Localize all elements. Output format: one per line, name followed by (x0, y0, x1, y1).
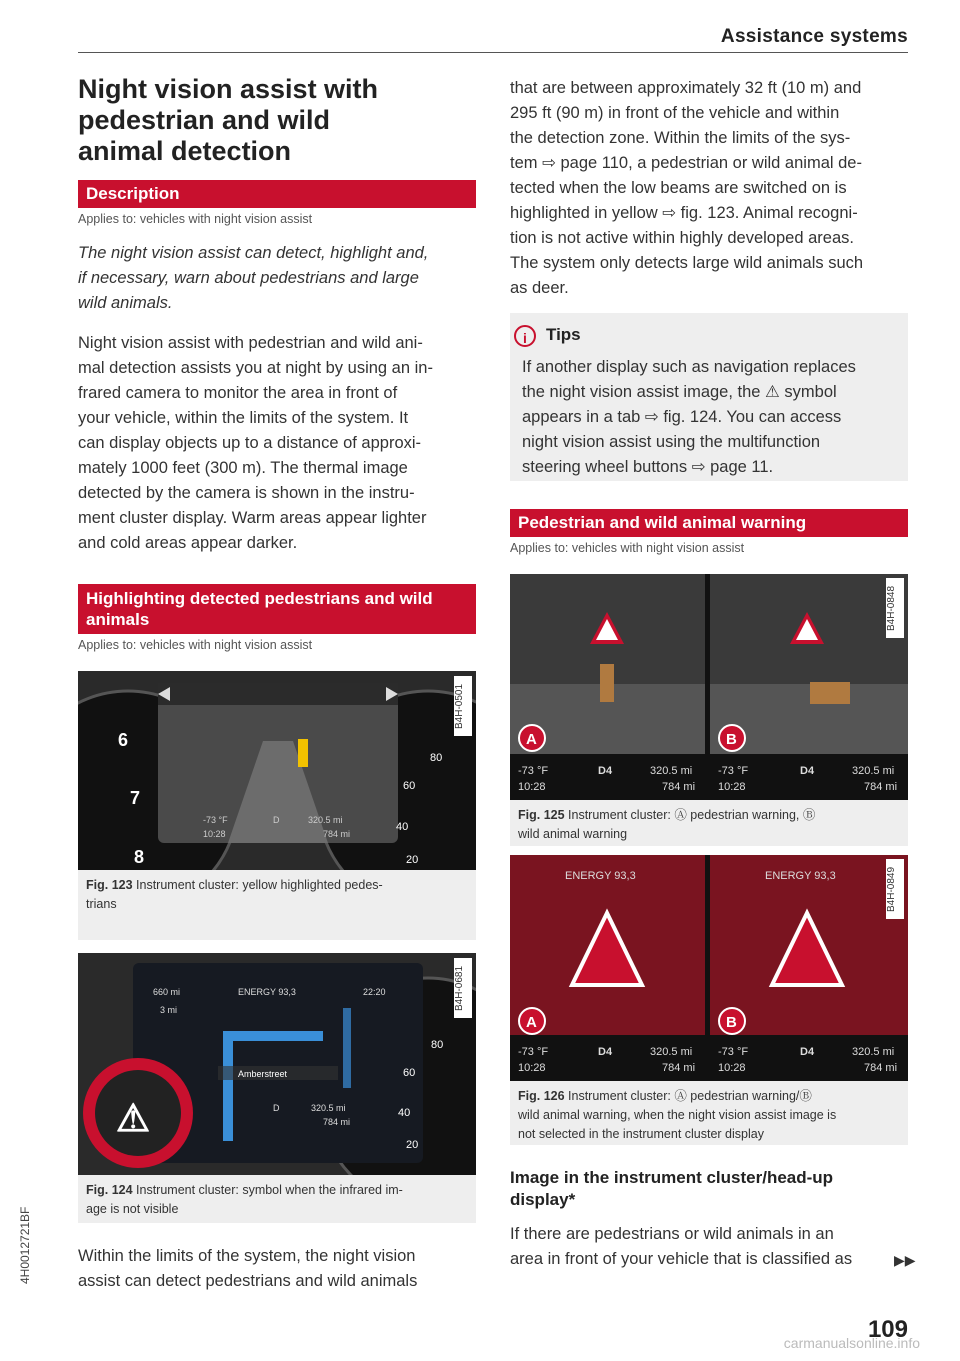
figure-126-code: B4H-0849 (886, 859, 904, 919)
highlighted-pedestrian (298, 739, 308, 767)
page-title: Night vision assist with pedestrian and wild animal detection (78, 74, 379, 166)
svg-text:10:28: 10:28 (718, 1062, 746, 1074)
svg-text:320.5 mi: 320.5 mi (650, 765, 693, 777)
svg-text:D: D (273, 1103, 280, 1113)
watermark-footer: carmanualsonline.info (783, 1335, 920, 1351)
svg-text:320.5 mi: 320.5 mi (852, 1046, 895, 1058)
svg-text:A: A (526, 1014, 537, 1031)
page-number: 109 (867, 1316, 908, 1343)
applies-to-description: Applies to: vehicles with night vision assist (78, 212, 313, 226)
continue-arrow-icon: ▶▶ (894, 1252, 916, 1268)
figure-126-image (510, 855, 908, 1081)
svg-text:7: 7 (130, 788, 141, 808)
svg-text:D4: D4 (598, 1046, 613, 1058)
svg-text:-73 °F: -73 °F (518, 1046, 549, 1058)
svg-text:80: 80 (430, 752, 443, 764)
svg-text:3 mi: 3 mi (160, 1005, 178, 1015)
svg-text:320.5 mi: 320.5 mi (650, 1046, 693, 1058)
svg-text:A: A (526, 731, 537, 748)
detection-paragraph-start: Within the limits of the system, the night vision assist can detect pedestrians and wild animals (78, 1247, 418, 1290)
applies-to-warning: Applies to: vehicles with night vision assist (510, 541, 745, 555)
figure-125-code: B4H-0848 (886, 578, 904, 638)
svg-text:B: B (726, 731, 737, 748)
figure-125-image (510, 574, 908, 800)
svg-text:B: B (726, 1014, 737, 1031)
svg-text:784 mi: 784 mi (323, 829, 351, 839)
svg-text:60: 60 (403, 780, 416, 792)
svg-text:8: 8 (134, 847, 145, 867)
figure-124-code: B4H-0681 (454, 958, 472, 1018)
svg-text:22:20: 22:20 (363, 987, 386, 997)
figure-124-image (78, 953, 476, 1175)
svg-text:Amberstreet: Amberstreet (238, 1069, 288, 1079)
section-heading-warning: Pedestrian and wild animal warning (510, 509, 908, 537)
section-heading-image: Image in the instrument cluster/head-up display* (510, 1168, 834, 1209)
svg-text:20: 20 (406, 1139, 419, 1151)
svg-text:784 mi: 784 mi (864, 781, 898, 793)
pedestrian-highlight (600, 664, 614, 702)
figure-123-code: B4H-0501 (454, 676, 472, 736)
svg-text:20: 20 (406, 854, 419, 866)
svg-text:40: 40 (396, 821, 409, 833)
tips-text: If another display such as navigation replaces the night vision assist image, the ⚠ symbol appears in a tab ⇨ fig. 124. You can access night vision assist using the multifunction steering wheel buttons ⇨ page 11. (522, 358, 856, 476)
info-icon: i (514, 325, 536, 347)
figure-124-caption: Fig. 124 Instrument cluster: symbol when the infrared im- age is not visible (78, 1175, 476, 1223)
svg-text:-73 °F: -73 °F (518, 765, 549, 777)
svg-text:320.5 mi: 320.5 mi (852, 765, 895, 777)
tips-title: Tips (546, 325, 581, 344)
section-heading-description: Description (78, 180, 476, 208)
svg-text:784 mi: 784 mi (662, 781, 696, 793)
tips-box (510, 313, 908, 481)
document-code: 4H0012721BF (18, 1180, 38, 1310)
intro-text: The night vision assist can detect, highlight and, if necessary, warn about pedestrians and large wild animals. (78, 244, 429, 312)
svg-text:ENERGY 93,3: ENERGY 93,3 (765, 870, 836, 882)
applies-to-highlighting: Applies to: vehicles with night vision assist (78, 638, 313, 652)
svg-text:784 mi: 784 mi (323, 1117, 351, 1127)
svg-text:D4: D4 (598, 765, 613, 777)
svg-text:40: 40 (398, 1107, 411, 1119)
svg-text:D4: D4 (800, 1046, 815, 1058)
svg-text:6: 6 (118, 730, 129, 750)
svg-text:10:28: 10:28 (518, 1062, 546, 1074)
svg-text:10:28: 10:28 (718, 781, 746, 793)
figure-125-caption: Fig. 125 Instrument cluster: Ⓐ pedestrian warning, Ⓑ wild animal warning (510, 800, 908, 846)
svg-text:80: 80 (431, 1039, 444, 1051)
svg-text:-73 °F: -73 °F (718, 765, 749, 777)
svg-text:D4: D4 (800, 765, 815, 777)
svg-text:660 mi: 660 mi (153, 987, 181, 997)
detection-paragraph-continued: that are between approximately 32 ft (10 m) and 295 ft (90 m) in front of the vehicle and within the detection zone. Within the limits of the sys- tem ⇨ page 110, a pedestrian or wild animal de- tected when the low beams are switched on is highlighted in yellow ⇨ fig. 123. Animal recogni- tion is not active within highly developed areas. The system only detects large wild animals such as deer. (510, 79, 864, 297)
section-heading-highlighting: Highlighting detected pedestrians and wild animals (78, 584, 476, 634)
running-header: Assistance systems (720, 26, 908, 47)
svg-text:320.5 mi: 320.5 mi (311, 1103, 346, 1113)
svg-text:784 mi: 784 mi (864, 1062, 898, 1074)
svg-text:D: D (273, 815, 280, 825)
svg-text:320.5 mi: 320.5 mi (308, 815, 343, 825)
svg-text:784 mi: 784 mi (662, 1062, 696, 1074)
animal-highlight (810, 682, 850, 704)
svg-text:-73 °F: -73 °F (203, 815, 228, 825)
figure-123-caption: Fig. 123 Instrument cluster: yellow highlighted pedes- trians (78, 870, 476, 940)
header-divider (78, 52, 908, 53)
svg-text:60: 60 (403, 1067, 416, 1079)
figure-126-caption: Fig. 126 Instrument cluster: Ⓐ pedestrian warning/Ⓑ wild animal warning, when the night vision assist image is not selected in the instrument cluster display (510, 1081, 908, 1145)
svg-text:⚠: ⚠ (116, 1098, 151, 1140)
svg-text:-73 °F: -73 °F (718, 1046, 749, 1058)
svg-text:10:28: 10:28 (203, 829, 226, 839)
svg-text:ENERGY 93,3: ENERGY 93,3 (565, 870, 636, 882)
description-paragraph: Night vision assist with pedestrian and wild ani- mal detection assists you at night by using an in- frared camera to monitor the area in front of your vehicle, within the limits of the system. It can display objects up to a distance of approxi- mately 1000 feet (300 m). The thermal image detected by the camera is shown in the instru- ment cluster display. Warm areas appear lighter and cold areas appear darker. (78, 334, 433, 552)
figure-123-image (78, 671, 476, 870)
image-paragraph: If there are pedestrians or wild animals in an area in front of your vehicle that is classified as (510, 1225, 853, 1268)
svg-text:ENERGY 93,3: ENERGY 93,3 (238, 987, 296, 997)
svg-text:10:28: 10:28 (518, 781, 546, 793)
